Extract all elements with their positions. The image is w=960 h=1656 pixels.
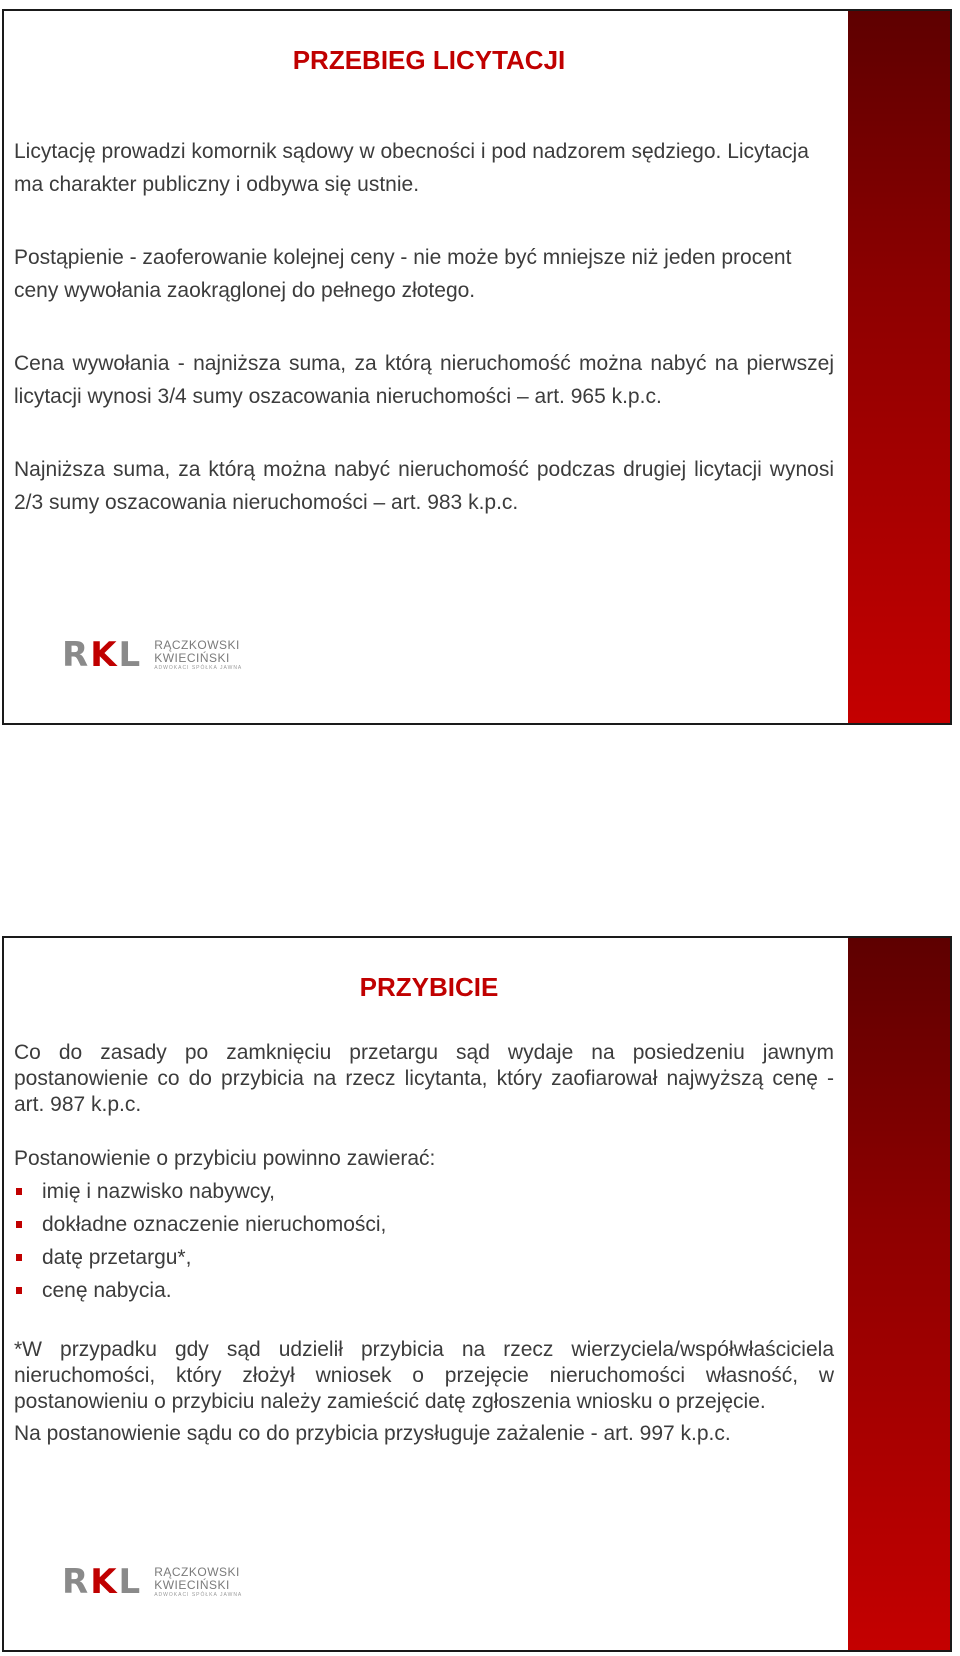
logo-line: RĄCZKOWSKI [154,1564,240,1579]
decorative-side-bar [848,11,950,723]
paragraph: Najniższa suma, za którą można nabyć nieruchomość podczas drugiej licytacji wynosi 2/3 sumy oszacowania nieruchomości – art. 983 k.p.c. [14,458,834,514]
slide-title: PRZEBIEG LICYTACJI [292,45,566,75]
company-logo [62,1562,242,1602]
logo-line: KWIECIŃSKI [154,1577,230,1592]
list-item [14,1175,834,1208]
list-heading: Postanowienie o przybiciu powinno zawierać: [14,1147,436,1170]
list-item-text: datę przetargu*, [42,1246,192,1269]
list-item [14,1208,834,1241]
bullet-icon [16,1221,22,1228]
logo-letter: L [118,1562,143,1602]
footnote: *W przypadku gdy sąd udzielił przybicia na rzecz wierzyciela/współwłaściciela nieruchomości, który złożył wniosek o przejęcie nieruchomości własność, w postanowieniu o przybiciu należy zamieścić datę zgłoszenia wniosku o przejęcie. [14,1338,834,1413]
slide-body [14,1040,834,1447]
bullet-icon [16,1188,22,1195]
slide-body [14,135,834,519]
company-logo [62,635,242,675]
logo-letter: K [90,635,119,675]
logo-line: KWIECIŃSKI [154,650,230,665]
logo-line: ADWOKACI SPÓŁKA JAWNA [154,664,243,671]
paragraph: Cena wywołania - najniższa suma, za którą nieruchomość można nabyć na pierwszej licytacji wynosi 3/4 sumy oszacowania nieruchomości – art. 965 k.p.c. [14,352,834,408]
logo-line: ADWOKACI SPÓŁKA JAWNA [154,1591,243,1598]
logo-letter: R [62,635,91,675]
logo-line: RĄCZKOWSKI [154,637,240,652]
slide-przebieg-licytacji [2,9,952,725]
logo-letter: L [118,635,143,675]
logo-letter: K [90,1562,119,1602]
bullet-icon [16,1254,22,1261]
decorative-side-bar [848,938,950,1650]
paragraph: Licytację prowadzi komornik sądowy w obecności i pod nadzorem sędziego. Licytacja ma charakter publiczny i odbywa się ustnie. [14,140,809,196]
paragraph: Co do zasady po zamknięciu przetargu sąd wydaje na posiedzeniu jawnym postanowienie co do przybicia na rzecz licytanta, który zaofiarował najwyższą cenę - art. 987 k.p.c. [14,1041,834,1116]
logo-letters [62,635,142,675]
paragraph: Postąpienie - zaoferowanie kolejnej ceny - nie może być mniejsze niż jeden procent ceny wywołania zaokrąglonej do pełnego złotego. [14,246,792,302]
list-item [14,1241,834,1274]
slide-przybicie [2,936,952,1652]
paragraph: Na postanowienie sądu co do przybicia przysługuje zażalenie - art. 997 k.p.c. [14,1422,731,1445]
requirements-list [14,1175,834,1307]
slide-title: PRZYBICIE [359,972,499,1002]
logo-wordmark [154,639,242,672]
list-item-text: cenę nabycia. [42,1279,172,1302]
list-item-text: imię i nazwisko nabywcy, [42,1180,276,1203]
list-item [14,1274,834,1307]
logo-letter: R [62,1562,91,1602]
logo-wordmark [154,1566,242,1599]
bullet-icon [16,1287,22,1294]
logo-letters [62,1562,142,1602]
list-item-text: dokładne oznaczenie nieruchomości, [42,1213,387,1236]
